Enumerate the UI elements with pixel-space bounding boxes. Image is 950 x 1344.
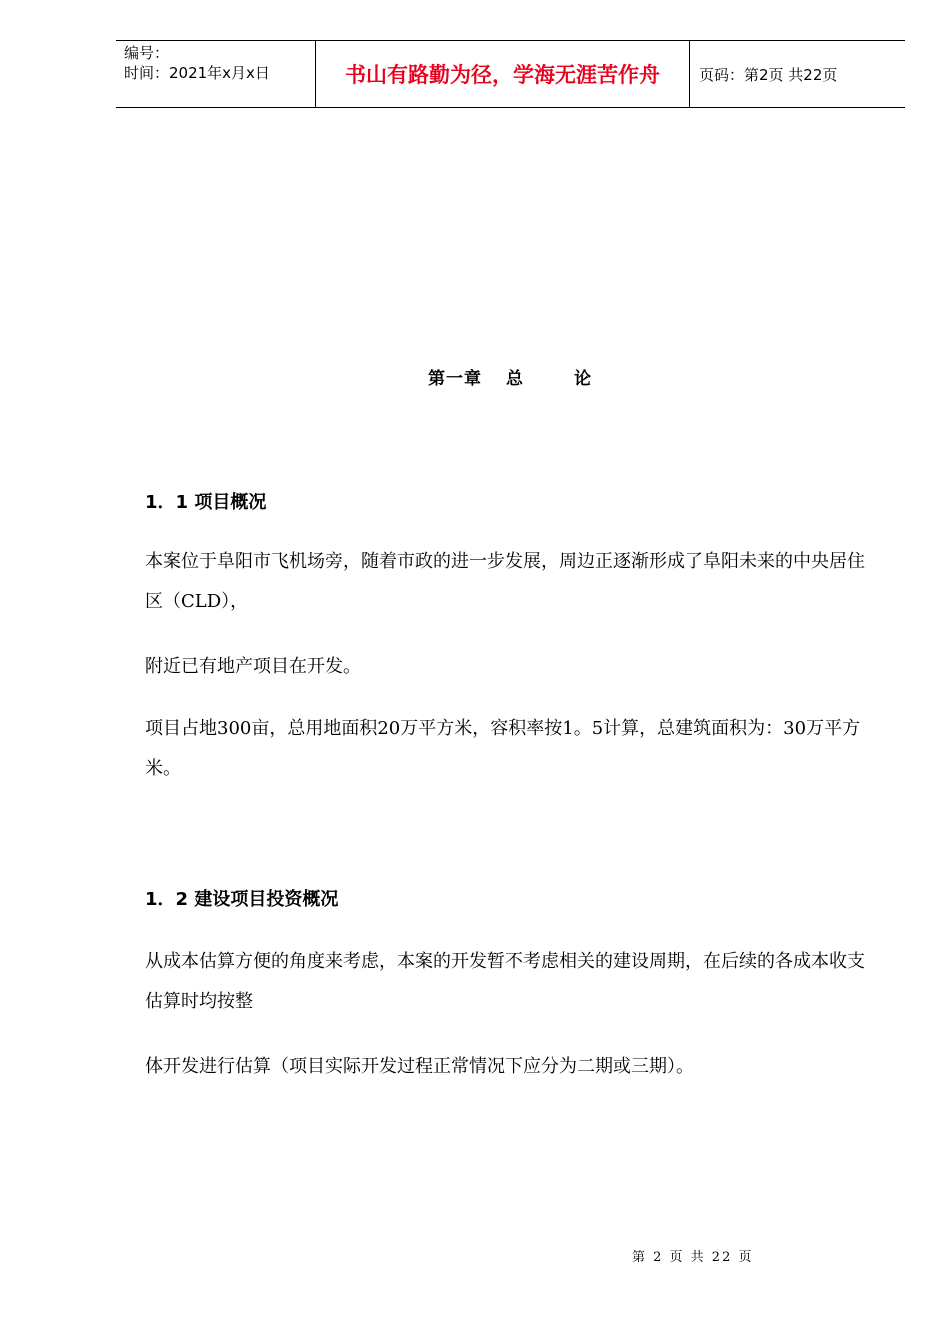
paragraph: 体开发进行估算（项目实际开发过程正常情况下应分为二期或三期）。 bbox=[145, 1056, 694, 1077]
chapter-word-1: 总 bbox=[506, 369, 524, 389]
document-header bbox=[116, 40, 905, 108]
paragraph: 本案位于阜阳市飞机场旁，随着市政的进一步发展，周边正逐渐形成了阜阳未来的中央居住区（CLD）， bbox=[145, 551, 865, 612]
chapter-word-2: 论 bbox=[574, 369, 592, 389]
page-footer: 第 2 页 共 22 页 bbox=[632, 1250, 754, 1265]
chapter-number: 第一章 bbox=[428, 369, 482, 389]
header-page-info: 页码：第2页 共22页 bbox=[699, 65, 838, 84]
paragraph: 从成本估算方便的角度来考虑，本案的开发暂不考虑相关的建设周期，在后续的各成本收支估算时均按整 bbox=[145, 951, 865, 1012]
section-heading-1-2: 1．2 建设项目投资概况 bbox=[145, 889, 339, 910]
number-label: 编号： bbox=[124, 44, 170, 62]
section-heading-1-1: 1．1 项目概况 bbox=[145, 492, 267, 513]
header-meta bbox=[116, 41, 316, 107]
time-label: 时间：2021年x月x日 bbox=[124, 64, 270, 82]
header-motto: 书山有路勤为径，学海无涯苦作舟 bbox=[316, 41, 690, 107]
paragraph: 附近已有地产项目在开发。 bbox=[145, 656, 361, 677]
chapter-title bbox=[0, 364, 950, 389]
paragraph: 项目占地300亩，总用地面积20万平方米，容积率按1。5计算，总建筑面积为：30万平方米。 bbox=[145, 718, 861, 779]
